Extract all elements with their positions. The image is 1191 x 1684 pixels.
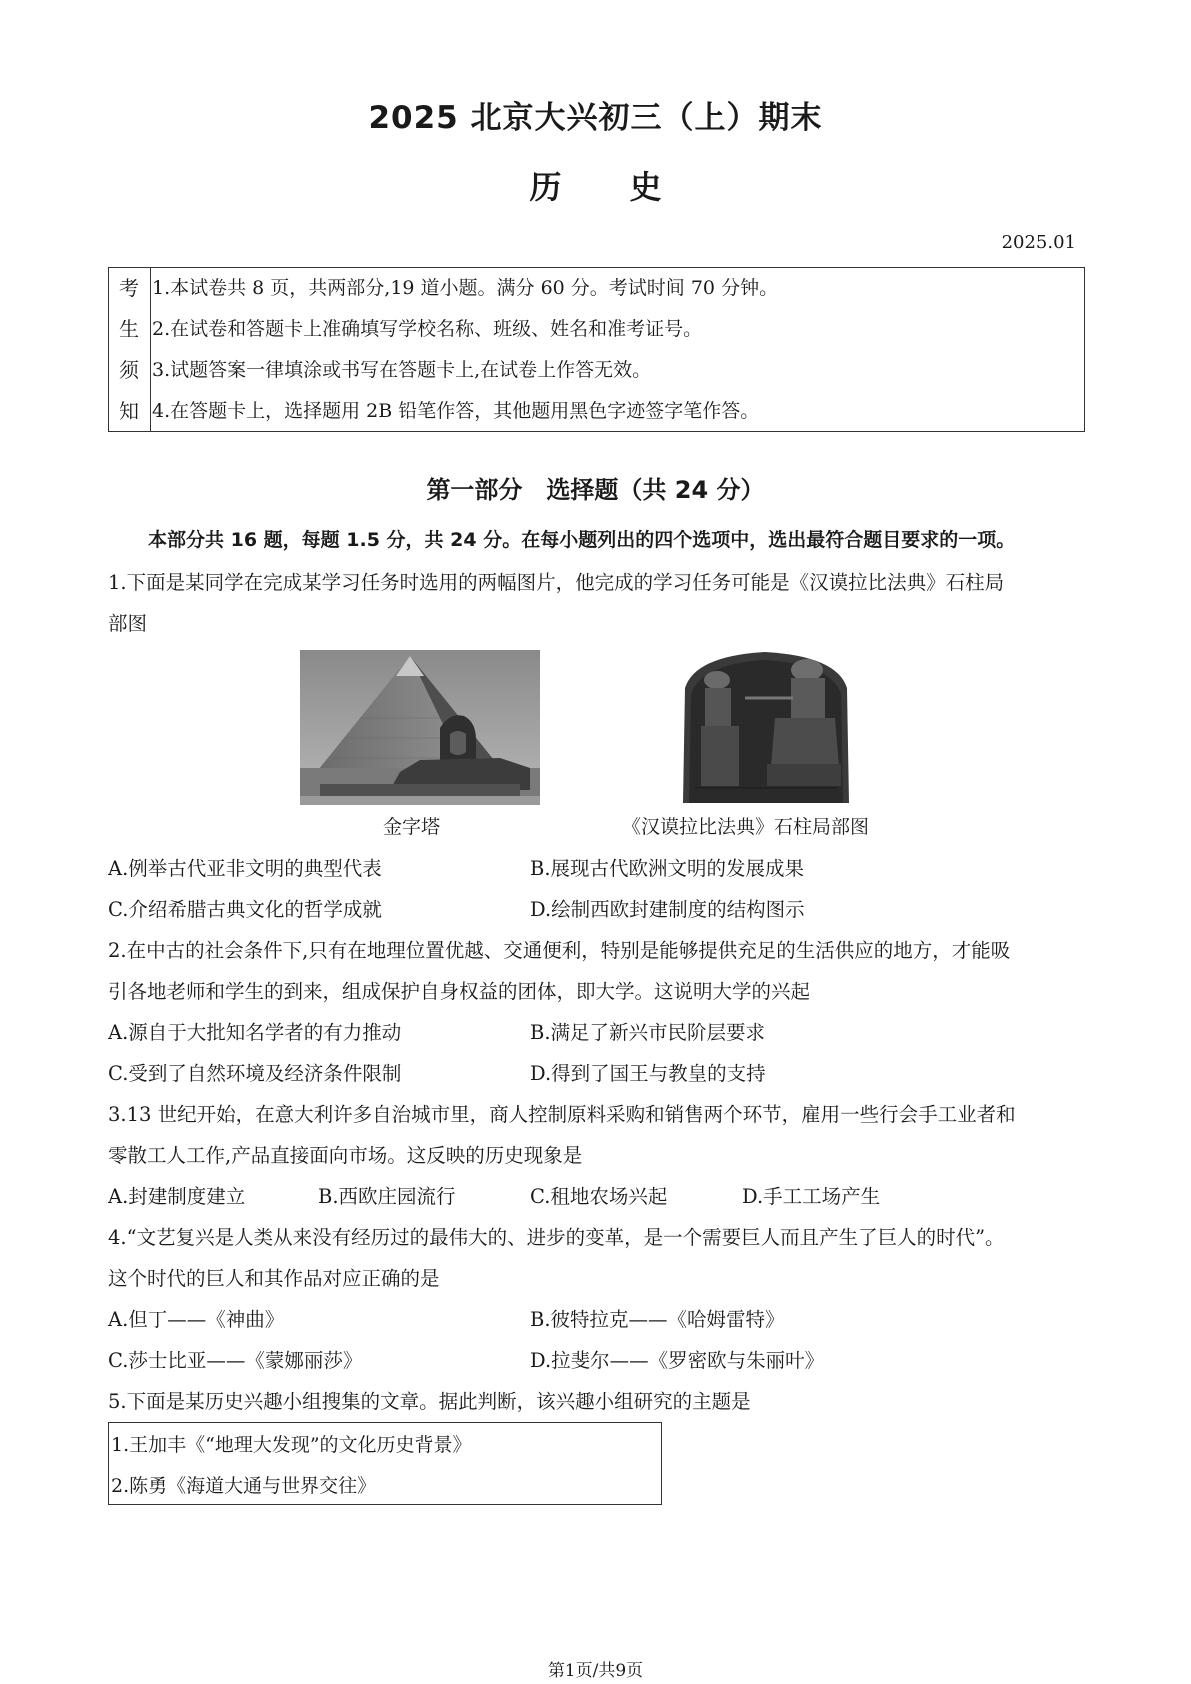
- question-1-option-a: A.例举古代亚非文明的典型代表: [108, 857, 382, 880]
- question-3-option-b: B.西欧庄园流行: [318, 1185, 456, 1208]
- exam-date: 2025.01: [1001, 232, 1076, 253]
- notice-side-char: 须: [119, 358, 139, 382]
- question-5-article-box: [108, 1422, 662, 1505]
- question-4-option-b: B.彼特拉克——《哈姆雷特》: [530, 1308, 785, 1331]
- question-5-article: 1.王加丰《“地理大发现”的文化历史背景》: [111, 1434, 472, 1456]
- section-instruction: 本部分共 16 题，每题 1.5 分，共 24 分。在每小题列出的四个选项中，选出最符合题目要求的一项。: [148, 529, 1016, 551]
- question-3-option-c: C.租地农场兴起: [530, 1185, 668, 1208]
- notice-side-char: 知: [119, 399, 139, 423]
- question-2-option-a: A.源自于大批知名学者的有力推动: [108, 1021, 402, 1044]
- pyramid-caption: 金字塔: [383, 816, 441, 838]
- subject-char-1: 历: [529, 168, 562, 206]
- question-3-line-2: 零散工人工作,产品直接面向市场。这反映的历史现象是: [108, 1144, 583, 1167]
- notice-line: 3.试题答案一律填涂或书写在答题卡上,在试卷上作答无效。: [152, 359, 652, 381]
- question-2-option-d: D.得到了国王与教皇的支持: [530, 1062, 766, 1085]
- question-1-option-c: C.介绍希腊古典文化的哲学成就: [108, 898, 382, 921]
- question-4-option-a: A.但丁——《神曲》: [108, 1308, 285, 1331]
- notice-side-char: 生: [119, 317, 139, 341]
- question-4-line-1: 4.“文艺复兴是人类从来没有经历过的最伟大的、进步的变革，是一个需要巨人而且产生了巨人的时代”。: [108, 1226, 1005, 1249]
- question-1-option-d: D.绘制西欧封建制度的结构图示: [530, 898, 805, 921]
- question-3-option-a: A.封建制度建立: [108, 1185, 246, 1208]
- question-5-article: 2.陈勇《海道大通与世界交往》: [111, 1475, 377, 1497]
- question-2-option-c: C.受到了自然环境及经济条件限制: [108, 1062, 402, 1085]
- notice-line: 4.在答题卡上，选择题用 2B 铅笔作答，其他题用黑色字迹签字笔作答。: [152, 400, 760, 422]
- question-2-option-b: B.满足了新兴市民阶层要求: [530, 1021, 766, 1044]
- pyramid-image: [300, 650, 540, 805]
- page-number: 第1页/共9页: [547, 1661, 644, 1681]
- question-1-option-b: B.展现古代欧洲文明的发展成果: [530, 857, 805, 880]
- question-5-line-1: 5.下面是某历史兴趣小组搜集的文章。据此判断，该兴趣小组研究的主题是: [108, 1390, 751, 1413]
- hammurabi-caption: 《汉谟拉比法典》石柱局部图: [622, 816, 870, 838]
- question-4-option-c: C.莎士比亚——《蒙娜丽莎》: [108, 1349, 363, 1372]
- exam-notice-box: [108, 267, 1085, 432]
- notice-side-char: 考: [119, 276, 139, 300]
- notice-line: 2.在试卷和答题卡上准确填写学校名称、班级、姓名和准考证号。: [152, 318, 703, 340]
- question-2-line-2: 引各地老师和学生的到来，组成保护自身权益的团体，即大学。这说明大学的兴起: [108, 980, 811, 1003]
- question-3-option-d: D.手工工场产生: [742, 1185, 881, 1208]
- hammurabi-stele-image: [675, 648, 855, 803]
- notice-side-label: [109, 268, 151, 431]
- section-title: 第一部分 选择题（共 24 分）: [426, 476, 765, 504]
- question-1-line-1: 1.下面是某同学在完成某学习任务时选用的两幅图片，他完成的学习任务可能是《汉谟拉比法典》石柱局: [108, 571, 1005, 594]
- question-4-line-2: 这个时代的巨人和其作品对应正确的是: [108, 1267, 440, 1290]
- exam-title: 2025 北京大兴初三（上）期末: [368, 100, 823, 136]
- question-2-line-1: 2.在中古的社会条件下,只有在地理位置优越、交通便利，特别是能够提供充足的生活供应的地方，才能吸: [108, 939, 1011, 962]
- subject-char-2: 史: [629, 168, 662, 206]
- question-4-option-d: D.拉斐尔——《罗密欧与朱丽叶》: [530, 1349, 825, 1372]
- notice-line: 1.本试卷共 8 页，共两部分,19 道小题。满分 60 分。考试时间 70 分钟。: [152, 277, 779, 299]
- subject-title: [0, 162, 1191, 208]
- question-1-line-2: 部图: [108, 612, 148, 635]
- question-3-line-1: 3.13 世纪开始，在意大利许多自治城市里，商人控制原料采购和销售两个环节，雇用一些行会手工业者和: [108, 1103, 1016, 1126]
